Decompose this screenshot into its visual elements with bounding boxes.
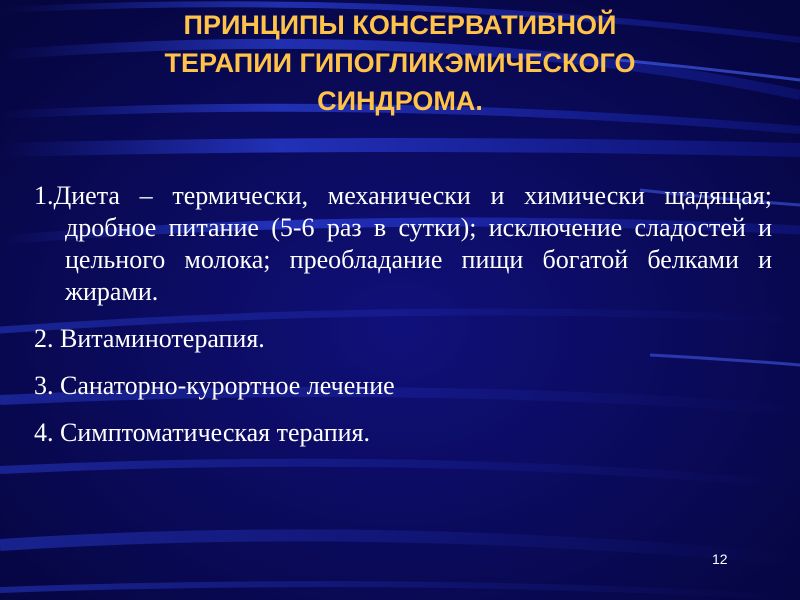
list-item: 2. Витаминотерапия. [34,324,265,353]
slide-title-line: ТЕРАПИИ ГИПОГЛИКЭМИЧЕСКОГО [164,48,636,78]
list-item: 4. Симптоматическая терапия. [34,418,370,447]
page-number: 12 [712,551,728,567]
slide-title-line: ПРИНЦИПЫ КОНСЕРВАТИВНОЙ [183,10,617,40]
slide-title-line: СИНДРОМА. [317,86,483,116]
list-item: 1.Диета – термически, механически и химически щадящая; дробное питание (5-6 раз в сутки); исключение сладостей и цельного молока; преобладание пищи богатой белками и жирами. [34,181,772,306]
slide-title [100,6,700,120]
list-item: 3. Санаторно-курортное лечение [34,371,395,400]
principles-list [34,180,772,464]
